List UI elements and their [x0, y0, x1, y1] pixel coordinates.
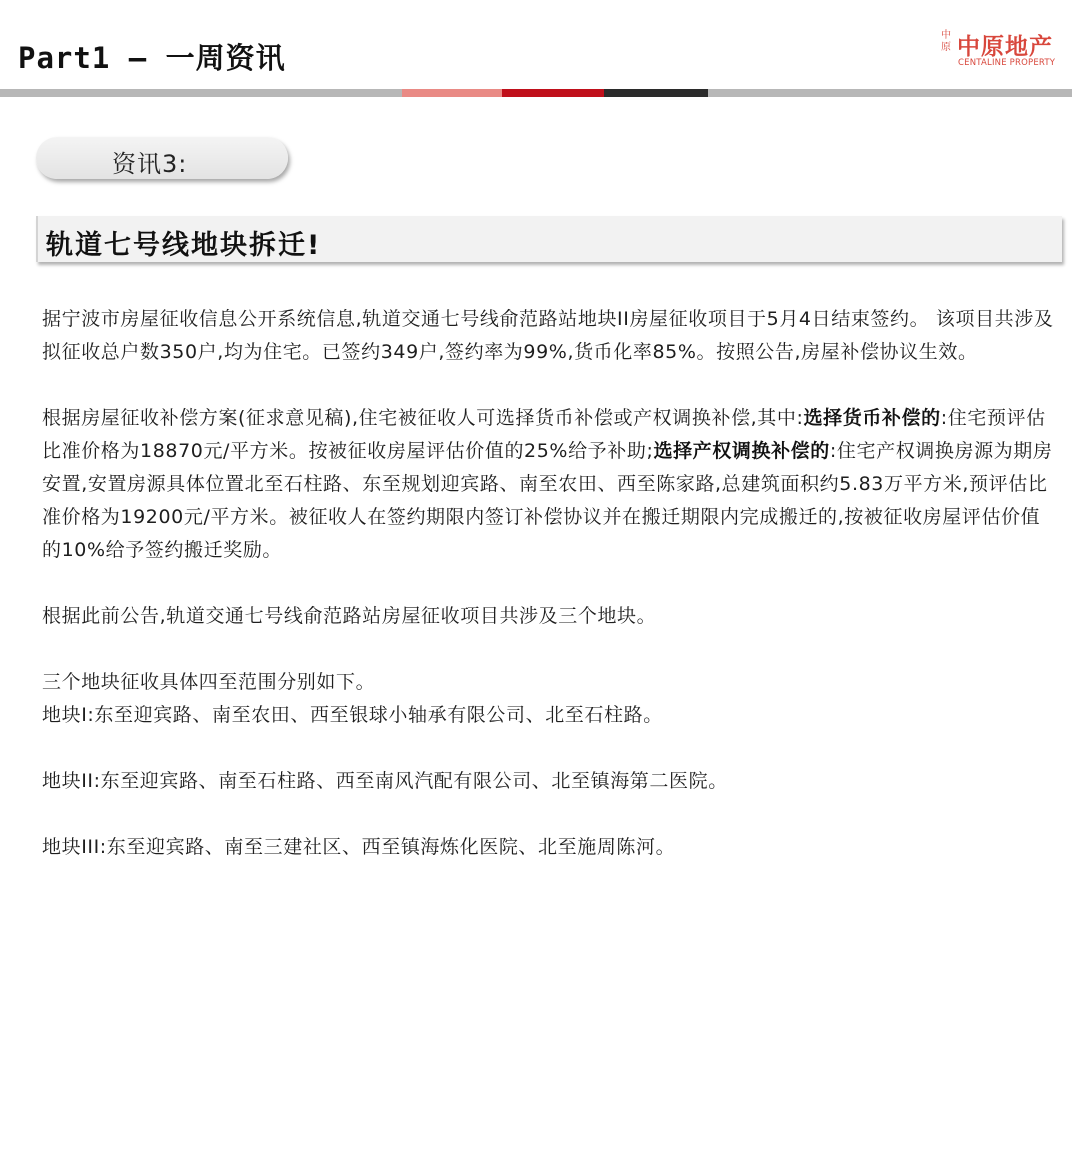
- property-exchange-text: :住宅产权调换房源为期房安置,安置房源具体位置北至石柱路、东至规划迎宾路、南至农田、西至陈家路,总建筑面积约5.83万平方米,预评估比准价格为19200元/平方米。被征收人在签约期限内签订补偿协议并在搬迁期限内完成搬迁的,按被征收房屋评估价值的10%给予签约搬迁奖励。: [42, 440, 1053, 561]
- headline-text: 轨道七号线地块拆迁!: [46, 230, 322, 261]
- centaline-logo: [938, 28, 1058, 72]
- logo-name-cn: 中原地产: [957, 34, 1053, 60]
- logo-mark-icon: 中原: [941, 30, 951, 53]
- cash-compensation-heading: 选择货币补偿的: [803, 407, 941, 429]
- paragraph-compensation: [42, 402, 1054, 567]
- headline-banner: [36, 216, 1062, 262]
- divider-segment: [0, 89, 402, 97]
- article-body: [42, 303, 1054, 864]
- divider-segment: [708, 89, 1072, 97]
- property-exchange-heading: 选择产权调换补偿的: [653, 440, 830, 462]
- divider-segment: [502, 89, 604, 97]
- section-label: 资讯3:: [112, 150, 188, 178]
- divider-segment: [604, 89, 708, 97]
- compensation-intro: 根据房屋征收补偿方案(征求意见稿),住宅被征收人可选择货币补偿或产权调换补偿,其中:: [42, 407, 804, 429]
- page-title: Part1 – 一周资讯: [18, 41, 286, 75]
- paragraph-plots-count: 根据此前公告,轨道交通七号线俞范路站房屋征收项目共涉及三个地块。: [42, 605, 657, 627]
- logo-name-en: CENTALINE PROPERTY: [958, 58, 1056, 68]
- divider-segment: [402, 89, 502, 97]
- header-divider-bar: [0, 89, 1072, 97]
- section-label-pill: [36, 137, 288, 179]
- plot-item: 地块II:东至迎宾路、南至石柱路、西至南风汽配有限公司、北至镇海第二医院。: [42, 770, 728, 792]
- cash-compensation-text: :住宅预评估比准价格为18870元/平方米。按被征收房屋评估价值的25%给予补助;: [42, 407, 1046, 462]
- paragraph-plots-intro: 三个地块征收具体四至范围分别如下。: [42, 671, 376, 693]
- plot-item: 地块III:东至迎宾路、南至三建社区、西至镇海炼化医院、北至施周陈河。: [42, 836, 676, 858]
- plot-item: 地块I:东至迎宾路、南至农田、西至银球小轴承有限公司、北至石柱路。: [42, 704, 663, 726]
- paragraph-summary: 据宁波市房屋征收信息公开系统信息,轨道交通七号线俞范路站地块II房屋征收项目于5月4日结束签约。 该项目共涉及拟征收总户数350户,均为住宅。已签约349户,签约率为99%,货币化率85%。按照公告,房屋补偿协议生效。: [42, 308, 1054, 363]
